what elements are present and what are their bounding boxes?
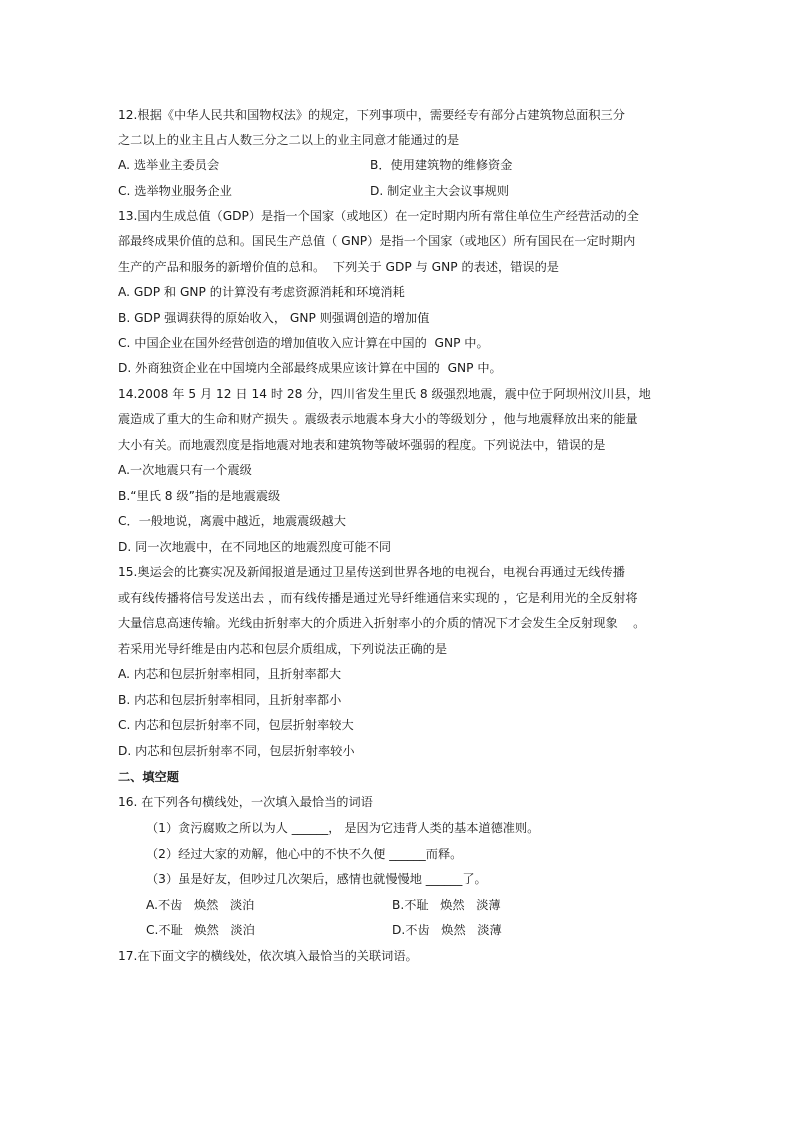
q16-option-d: D.不齿 焕然 淡薄	[392, 923, 502, 937]
q13-stem-line1: 13.国内生成总值（GDP）是指一个国家（或地区）在一定时期内所有常住单位生产经营活动的全	[118, 209, 639, 223]
q16-sentence-1: （1）贪污腐败之所以为人 ______， 是因为它违背人类的基本道德准则。	[146, 821, 540, 835]
q12-option-a: A. 选举业主委员会	[118, 158, 220, 172]
q15-stem-line1: 15.奥运会的比赛实况及新闻报道是通过卫星传送到世界各地的电视台，电视台再通过无线传播	[118, 565, 625, 579]
q15-stem-line4: 若采用光导纤维是由内芯和包层介质组成，下列说法正确的是	[118, 642, 448, 656]
q16-option-c: C.不耻 焕然 淡泊	[146, 923, 255, 937]
q12-stem-line1: 12.根据《中华人民共和国物权法》的规定，下列事项中，需要经专有部分占建筑物总面积三分	[118, 108, 625, 122]
q13-option-a: A. GDP 和 GNP 的计算没有考虑资源消耗和环境消耗	[118, 285, 405, 299]
q13-stem-line2: 部最终成果价值的总和。国民生产总值（ GNP）是指一个国家（或地区）所有国民在一定时期内	[118, 234, 636, 248]
q17-stem: 17.在下面文字的横线处，依次填入最恰当的关联词语。	[118, 949, 418, 963]
q12-option-c: C. 选举物业服务企业	[118, 184, 232, 198]
q12-option-b: B．使用建筑物的维修资金	[370, 158, 513, 172]
q16-option-b: B.不耻 焕然 淡薄	[392, 898, 501, 912]
q13-stem-line3: 生产的产品和服务的新增价值的总和。 下列关于 GDP 与 GNP 的表述，错误的是	[118, 260, 559, 274]
q16-sentence-3: （3）虽是好友，但吵过几次架后，感情也就慢慢地 ______了。	[146, 872, 487, 886]
q13-option-d: D. 外商独资企业在中国境内全部最终成果应该计算在中国的 GNP 中。	[118, 361, 502, 375]
q15-option-d: D. 内芯和包层折射率不同，包层折射率较小	[118, 744, 355, 758]
q14-stem-line2: 震造成了重大的生命和财产损失 。震级表示地震本身大小的等级划分 ，他与地震释放出来的能量	[118, 412, 638, 426]
q12-option-d: D. 制定业主大会议事规则	[370, 184, 510, 198]
q14-stem-line1: 14.2008 年 5 月 12 日 14 时 28 分，四川省发生里氏 8 级强烈地震，震中位于阿坝州汶川县，地	[118, 387, 651, 401]
q15-option-a: A. 内芯和包层折射率相同，且折射率都大	[118, 667, 342, 681]
q14-option-b: B.“里氏 8 级”指的是地震震级	[118, 489, 281, 503]
q15-option-b: B. 内芯和包层折射率相同，且折射率都小	[118, 693, 342, 707]
q13-option-b: B. GDP 强调获得的原始收入， GNP 则强调创造的增加值	[118, 311, 430, 325]
q16-option-a: A.不齿 焕然 淡泊	[146, 898, 255, 912]
q13-option-c: C. 中国企业在国外经营创造的增加值收入应计算在中国的 GNP 中。	[118, 336, 489, 350]
q12-stem-line2: 之二以上的业主且占人数三分之二以上的业主同意才能通过的是	[118, 133, 460, 147]
q15-stem-line2: 或有线传播将信号发送出去 ，而有线传播是通过光导纤维通信来实现的 ，它是利用光的全反射将	[118, 591, 638, 605]
q15-stem-line3: 大量信息高速传输。光线由折射率大的介质进入折射率小的介质的情况下才会发生全反射现象 。	[118, 616, 646, 630]
q14-stem-line3: 大小有关。而地震烈度是指地震对地表和建筑物等破坏强弱的程度。下列说法中，错误的是	[118, 438, 606, 452]
q14-option-a: A.一次地震只有一个震级	[118, 463, 252, 477]
q14-option-c: C．一般地说，离震中越近，地震震级越大	[118, 514, 346, 528]
q16-stem: 16. 在下列各句横线处，一次填入最恰当的词语	[118, 795, 373, 809]
q14-option-d: D. 同一次地震中，在不同地区的地震烈度可能不同	[118, 540, 392, 554]
q15-option-c: C. 内芯和包层折射率不同，包层折射率较大	[118, 718, 354, 732]
q16-sentence-2: （2）经过大家的劝解，他心中的不快不久便 ______而释。	[146, 847, 463, 861]
section-heading-fill-in: 二、填空题	[118, 770, 179, 784]
